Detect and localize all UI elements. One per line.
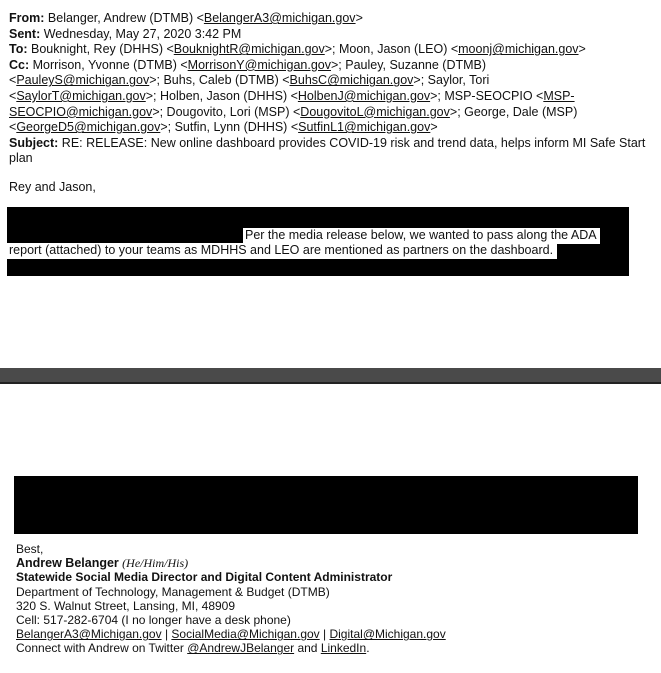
body-line-1: Per the media release below, we wanted to pass along the ADA [243,228,600,244]
cc-row-1 [9,58,657,74]
cc-row-4 [9,105,657,121]
to-1-name: Bouknight, Rey (DHHS) < [31,42,174,57]
sig-title: Statewide Social Media Director and Digital Content Administrator [16,570,393,585]
sig-twitter-pre: Connect with Andrew on Twitter [16,641,188,656]
to-1-email-link[interactable]: BouknightR@michigan.gov [173,42,325,57]
sig-linkedin-end: . [366,641,370,656]
cc-4-email-link[interactable]: SaylorT@michigan.gov [16,88,146,103]
sig-twitter-mid: and [294,641,321,656]
from-row [9,11,657,27]
subject-label: Subject: [9,135,59,150]
from-email-link[interactable]: BelangerA3@michigan.gov [203,11,356,25]
sig-name: Andrew Belanger [16,556,119,571]
cc-2-pre: < [9,73,17,88]
redaction-block-bottom [14,476,638,534]
sig-sep-1: | [161,627,172,642]
page-divider [0,368,661,384]
sig-pronouns: (He/Him/His) [122,556,189,571]
sig-sep-2: | [319,627,330,642]
subject-value: RE: RELEASE: New online dashboard provides COVID-19 risk and trend data, helps inform MI Safe Start plan [9,135,646,166]
cc-label: Cc: [9,57,30,72]
greeting: Rey and Jason, [9,180,96,194]
sig-cell: Cell: 517-282-6704 (I no longer have a desk phone) [16,613,291,628]
sig-email-2-link[interactable]: SocialMedia@Michigan.gov [171,627,320,642]
cc-7-email-link[interactable]: DougovitoL@michigan.gov [300,104,450,119]
email-header [9,11,657,167]
cc-2-end: >; Buhs, Caleb (DTMB) < [149,73,290,88]
cc-8-email-link[interactable]: GeorgeD5@michigan.gov [16,120,161,135]
sent-row [9,27,657,43]
to-2-end: > [578,42,586,57]
cc-2-email-link[interactable]: PauleyS@michigan.gov [16,73,150,88]
sig-address: 320 S. Walnut Street, Lansing, MI, 48909 [16,598,236,613]
cc-9-end: > [430,120,438,135]
cc-8-end: >; Sutfin, Lynn (DHHS) < [160,120,299,135]
from-end: > [355,11,363,25]
cc-5-email-link[interactable]: HolbenJ@michigan.gov [297,88,431,103]
sig-name-row [16,556,446,570]
sig-closing: Best, [16,542,44,556]
sig-twitter-link[interactable]: @AndrewJBelanger [187,641,295,656]
body-line-2: report (attached) to your teams as MDHHS and LEO are mentioned as partners on the dashboard. [7,243,557,259]
cc-6-email-link-a[interactable]: MSP- [543,88,575,103]
sig-email-3-link[interactable]: Digital@Michigan.gov [329,627,446,642]
sig-social-row [16,641,446,655]
cc-row-3 [9,89,657,105]
sent-label: Sent: [9,26,41,41]
to-row [9,42,657,58]
cc-row-2 [9,73,657,89]
from-label: From: [9,11,45,25]
sig-linkedin-link[interactable]: LinkedIn [320,641,367,656]
cc-6-end: >; Dougovito, Lori (MSP) < [152,104,301,119]
signature-block [16,542,446,656]
cc-5-end: >; MSP-SEOCPIO < [430,88,544,103]
sig-email-1-link[interactable]: BelangerA3@Michigan.gov [16,627,162,642]
cc-6-email-link-b[interactable]: SEOCPIO@michigan.gov [9,104,153,119]
to-1-end: >; Moon, Jason (LEO) < [324,42,459,57]
from-name: Belanger, Andrew (DTMB) < [47,11,204,25]
cc-1-name: Morrison, Yvonne (DTMB) < [32,57,188,72]
cc-9-email-link[interactable]: SutfinL1@michigan.gov [298,120,431,135]
subject-row [9,136,657,167]
cc-4-pre: < [9,88,17,103]
sig-department: Department of Technology, Management & Budget (DTMB) [16,584,330,599]
to-2-email-link[interactable]: moonj@michigan.gov [458,42,579,57]
cc-1-email-link[interactable]: MorrisonY@michigan.gov [187,57,331,72]
cc-row-5 [9,120,657,136]
cc-8-pre: < [9,120,17,135]
cc-3-email-link[interactable]: BuhsC@michigan.gov [289,73,414,88]
sent-value: Wednesday, May 27, 2020 3:42 PM [43,26,242,41]
cc-1-end: >; Pauley, Suzanne (DTMB) [330,57,487,72]
cc-4-end: >; Holben, Jason (DHHS) < [145,88,298,103]
to-label: To: [9,42,28,57]
cc-7-end: >; George, Dale (MSP) [449,104,578,119]
cc-3-end: >; Saylor, Tori [413,73,490,88]
sig-emails-row [16,627,446,641]
